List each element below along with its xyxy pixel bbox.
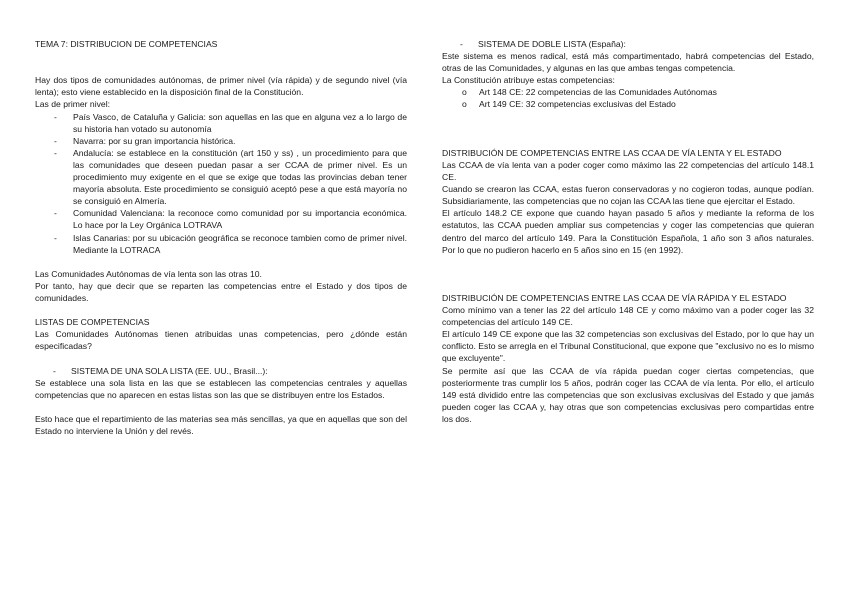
document-title: TEMA 7: DISTRIBUCION DE COMPETENCIAS	[35, 39, 218, 49]
list-item: - Navarra: por su gran importancia histórica.	[54, 135, 236, 146]
right-column	[442, 38, 814, 425]
primer-nivel-label: Las de primer nivel:	[35, 99, 110, 110]
via-lenta-heading: DISTRIBUCIÓN DE COMPETENCIAS ENTRE LAS CCAA DE VÍA LENTA Y EL ESTADO	[442, 147, 782, 158]
list-item: - Islas Canarias: por su ubicación geográfica se reconoce tambien como de primer nivel. Mediante la LOTRACA	[54, 232, 407, 255]
list-item: - Comunidad Valenciana: la reconoce como comunidad por su importancia económica. Lo hace por la Ley Orgánica LOTRAVA	[54, 208, 407, 231]
via-rapida-paragraph-2: El artículo 149 CE expone que las 32 competencias son exclusivas del Estado, por lo que hay un conflicto. Esto se arregla en el Tribunal Constitucional, que expone que "exclusivo no es lo mismo que excluyente".	[442, 329, 814, 364]
list-item: o Art 148 CE: 22 competencias de las Comunidades Autónomas	[462, 87, 717, 98]
list-item: - País Vasco, de Cataluña y Galicia: son aquellas en las que en alguna vez a lo largo de su historia han votado su autonomía	[54, 111, 407, 134]
doble-lista-paragraph: Este sistema es menos radical, está más compartimentado, habrá competencias del Estado, otras de las Comunidades, y algunas en las que ambas tengas competencia.	[442, 51, 814, 74]
primer-nivel-list	[35, 111, 407, 256]
via-rapida-paragraph-1: Como mínimo van a tener las 22 del artículo 148 CE y como máximo van a poder coger las 32 competencias del artículo 149 CE.	[442, 305, 814, 328]
left-column	[35, 38, 407, 437]
list-item: o Art 149 CE: 32 competencias exclusivas del Estado	[462, 99, 676, 110]
sola-lista-heading: - SISTEMA DE UNA SOLA LISTA (EE. UU., Brasil...):	[53, 365, 268, 376]
via-lenta-paragraph-1: Las CCAA de vía lenta van a poder coger como máximo las 22 competencias del artículo 148.1 CE.	[442, 159, 814, 183]
via-rapida-heading: DISTRIBUCIÓN DE COMPETENCIAS ENTRE LAS CCAA DE VÍA RÁPIDA Y EL ESTADO	[442, 292, 787, 303]
articulos-list	[442, 86, 814, 110]
por-tanto-paragraph: Por tanto, hay que decir que se reparten las competencias entre el Estado y dos tipos de comunidades.	[35, 280, 407, 303]
via-rapida-paragraph-3: Se permite así que las CCAA de vía rápida puedan coger ciertas competencias, que posteriormente tras cumplir los 5 años, podrán coger las CCAA de vía lenta. Por ello, el artículo 149 está dividido entre las competencias que son exclusivas exclusivas del Estado y que jamás pueden coger las CCAA y, hay otras que son competencias exclusivas pero compartidas entre los dos.	[442, 365, 814, 424]
doble-lista-heading: - SISTEMA DE DOBLE LISTA (España):	[460, 39, 626, 49]
via-lenta-paragraph: Las Comunidades Autónomas de vía lenta son las otras 10.	[35, 268, 262, 279]
sola-lista-paragraph: Se establece una sola lista en las que se establecen las competencias centrales y aquellas competencias que no aparecen en estas listas son las que se distribuyen entre los Estados.	[35, 377, 407, 400]
list-item: - Andalucía: se establece en la constitución (art 150 y ss) , un procedimiento para que las comunidades que deseen puedan pasar a ser CCAA de primer nivel. Es un procedimiento muy exigente en el que se exige que todas las provincias deban tener mayoría absoluta. Este procedimiento se consiguió aceptó pese a que está mayoría no se consiguió en Almería.	[54, 147, 407, 207]
via-lenta-paragraph-3: El artículo 148.2 CE expone que cuando hayan pasado 5 años y mediante la reforma de los estatutos, las CCAA pueden ampliar sus competencias y coger las competencias que quieran dentro del marco del artículo 149. Para la Constitución Española, 1 año son 3 años naturales. Por lo que no pudieron hacerlo en 5 años sino en 15 (en 1992).	[442, 208, 814, 255]
via-lenta-paragraph-2: Cuando se crearon las CCAA, estas fueron conservadoras y no cogieron todas, aunque podían. Subsidiariamente, las competencias que no cojan las CCAA las tiene que ejercitar el Estado.	[442, 184, 814, 207]
intro-paragraph: Hay dos tipos de comunidades autónomas, de primer nivel (vía rápida) y de segundo nivel (vía lenta); esto viene establecido en la disposición final de la Constitución.	[35, 75, 407, 98]
listas-paragraph: Las Comunidades Autónomas tienen atribuidas unas competencias, pero ¿dónde están especificadas?	[35, 329, 407, 352]
constitucion-paragraph: La Constitución atribuye estas competencias:	[442, 75, 615, 86]
listas-heading: LISTAS DE COMPETENCIAS	[35, 317, 150, 328]
reparto-paragraph: Esto hace que el repartimiento de las materias sea más sencillas, ya que en aquellas que son del Estado no interviene la Unión y del revés.	[35, 413, 407, 436]
